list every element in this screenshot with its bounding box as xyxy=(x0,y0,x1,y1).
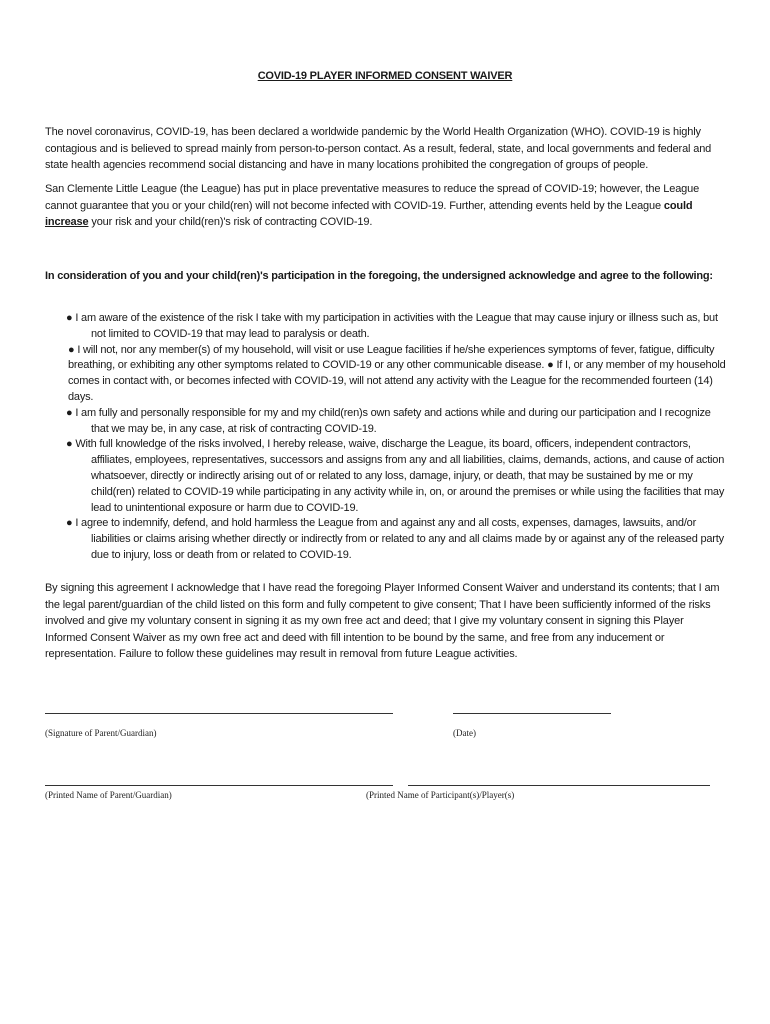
date-line[interactable] xyxy=(453,713,611,714)
bullet-icon: ● xyxy=(68,343,75,356)
signature-line[interactable] xyxy=(45,713,393,714)
bullet-icon: ● xyxy=(66,312,73,324)
signature-label: (Signature of Parent/Guardian) xyxy=(45,728,157,738)
bullet-icon: ● xyxy=(547,359,554,372)
document-title: COVID-19 PLAYER INFORMED CONSENT WAIVER xyxy=(257,70,513,82)
acknowledgement-list xyxy=(40,311,726,564)
list-item: ● I agree to indemnify, defend, and hold harmless the League from and against any and all costs, expenses, damages, lawsuits, and/or liabilities or claims arising whether directly or indirectly from or related to any and all claims made by or against any of the released party due to injury, loss or death from or related to COVID-19. xyxy=(66,517,724,561)
list-item: ● I will not, nor any member(s) of my household, will visit or use League facilities if he/she experiences symptoms of fever, fatigue, difficulty breathing, or exhibiting any other symptoms related to COVID-19 or any other communicable disease. ● If I, or any member of my household comes in contact with, or becomes infected with COVID-19, will not attend any activity with the League for the recommended fourteen (14) days. xyxy=(68,343,726,403)
consideration-heading: In consideration of you and your child(ren)'s participation in the foregoing, the undersigned acknowledge and agree to the following: xyxy=(45,270,713,282)
list-item: ● I am fully and personally responsible for my and my child(ren)s own safety and actions while and during our participation and I recognize that we may be, in any case, at risk of contracting COVID-19. xyxy=(66,406,711,435)
list-item: ● With full knowledge of the risks involved, I hereby release, waive, discharge the League, its board, officers, independent contractors, affiliates, employees, representatives, successors and assigns from any and all liabilities, claims, demands, actions, and cause of action whatsoever, directly or indirectly arising out of or related to any loss, damage, injury, or death, that may be sustained by me or my child(ren) related to COVID-19 while participating in any activity while in, on, or around the premises or while using the facilities that may lead to unintentional exposure or harm due to COVID-19. xyxy=(66,438,725,514)
printed-player-name-line[interactable] xyxy=(408,785,710,786)
bullet-icon: ● xyxy=(66,406,73,419)
bullet-icon: ● xyxy=(66,438,73,451)
emphasis-could: could xyxy=(663,199,693,212)
league-paragraph-text-end: your risk and your child(ren)'s risk of contracting COVID-19. xyxy=(88,216,373,228)
printed-parent-name-line[interactable] xyxy=(45,785,393,786)
printed-player-name-label: (Printed Name of Participant(s)/Player(s) xyxy=(366,790,515,800)
list-item: ● I am aware of the existence of the risk I take with my participation in activities with the League that may cause injury or illness such as, but not limited to COVID-19 that may lead to paralysis or death. xyxy=(66,312,718,340)
league-paragraph-text: San Clemente Little League (the League) has put in place preventative measures to reduce the spread of COVID-19; however, the League cannot guarantee that you or your child(ren) will not become infected with COVID-19. Further, attending events held by the League xyxy=(45,183,700,212)
date-label: (Date) xyxy=(453,728,476,738)
emphasis-increase: increase xyxy=(45,216,89,228)
intro-paragraph: The novel coronavirus, COVID-19, has been declared a worldwide pandemic by the World Health Organization (WHO). COVID-19 is highly contagious and is believed to spread mainly from person-to-person contact. As a result, federal, state, and local governments and federal and state health agencies recommend social distancing and have in many locations prohibited the congregation of groups of people. xyxy=(45,126,712,171)
league-paragraph xyxy=(45,181,721,231)
printed-parent-name-label: (Printed Name of Parent/Guardian) xyxy=(45,790,172,800)
acknowledgement-paragraph: By signing this agreement I acknowledge that I have read the foregoing Player Informed Consent Waiver and understand its contents; that I am the legal parent/guardian of the child listed on this form and fully competent to give consent; That I have been sufficiently informed of the risks involved and give my voluntary consent in signing it as my own free act and deed; that I give my voluntary consent in signing this Player Informed Consent Waiver as my own free act and deed with fill intention to be bound by the same, and free from any inducement or representation. Failure to follow these guidelines may result in removal from future League activities. xyxy=(45,582,720,660)
bullet-icon: ● xyxy=(66,517,73,530)
